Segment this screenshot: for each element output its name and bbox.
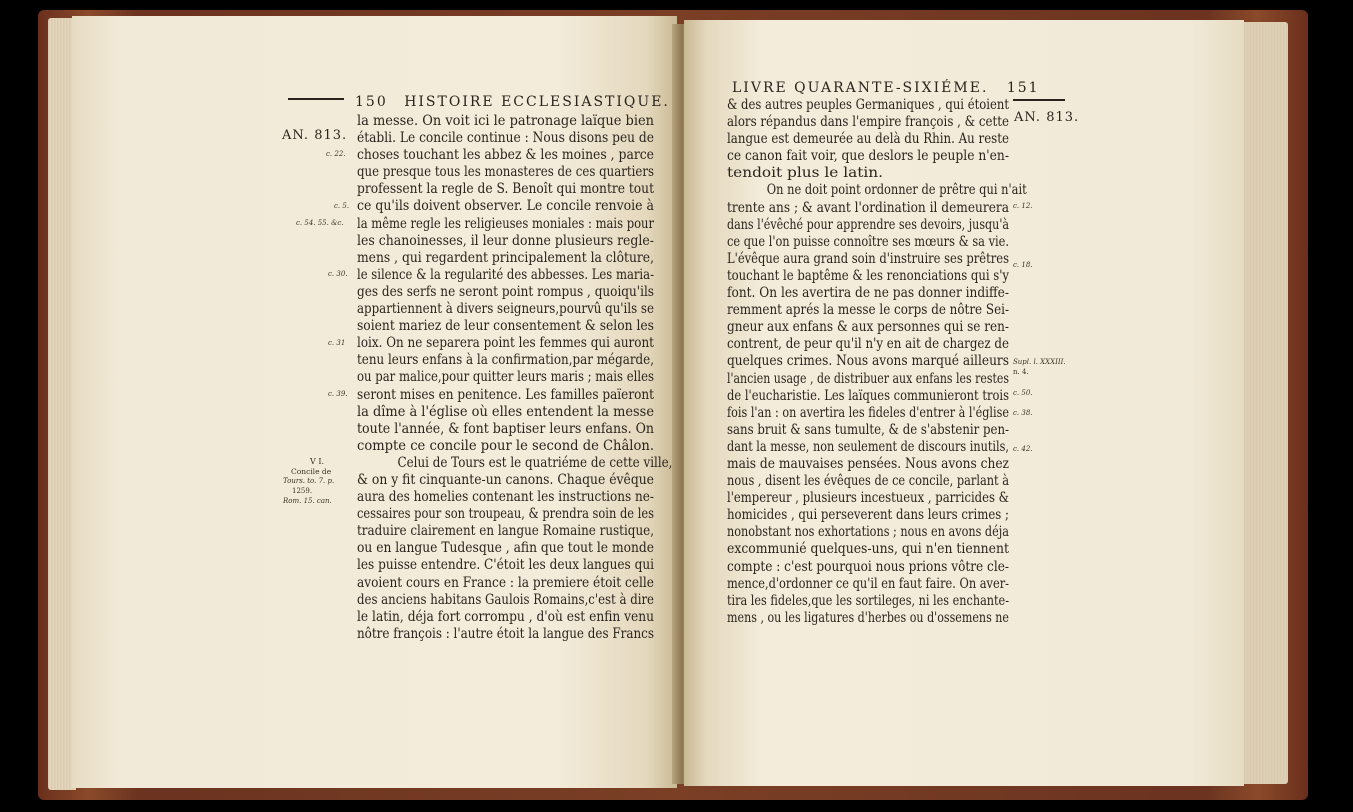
text-line: le latin, déja fort corrompu , d'où est enfin venu (357, 608, 654, 625)
text-line: compte ce concile pour le second de Châlon. (357, 437, 654, 454)
margin-note: Supl. l. XXXIII. (1013, 358, 1066, 366)
text-line: remment aprés la messe le corps de nôtre Sei- (727, 302, 1009, 319)
text-line: gneur aux enfans & aux personnes qui se ren- (727, 319, 1009, 336)
text-line: seront mises en penitence. Les familles païeront (357, 386, 654, 403)
margin-note: c. 50. (1013, 389, 1033, 397)
text-line: la messe. On voit ici le patronage laïque bien (357, 113, 654, 129)
text-line: Celui de Tours est le quatriéme de cette ville, (397, 454, 673, 471)
text-line: excommunié quelques-uns, qui n'en tiennent (727, 541, 1009, 558)
section-note-line: Concile de (291, 467, 332, 476)
right-head-title: LIVRE QUARANTE-SIXIÉME. (732, 80, 989, 96)
text-line: l'ancien usage , de distribuer aux enfans les restes (727, 370, 1009, 387)
text-line: dant la messe, non seulement de discours inutils, (727, 438, 1009, 455)
text-line: touchant le baptême & les renonciations qui s'y (727, 267, 1009, 284)
text-line: alors répandus dans l'empire françois , & cette (727, 114, 1009, 131)
text-line: contrent, de peur qu'il n'y en ait de chargez de (727, 336, 1009, 353)
text-line: L'évêque aura grand soin d'instruire ses prêtres (727, 250, 1009, 267)
text-line: la dîme à l'église où elles entendent la messe (357, 403, 654, 420)
text-line: font. On les avertira de ne pas donner indiffe- (727, 285, 1009, 302)
text-line: nous , disent les évêques de ce concile, parlant à (727, 473, 1009, 490)
text-line: traduire clairement en langue Romaine rustique, (357, 523, 654, 540)
left-running-head (355, 94, 670, 110)
margin-note: c. 5. (334, 202, 350, 210)
text-line: cessaires pour son troupeau, & prendra soin de les (357, 506, 654, 523)
left-body-text (357, 113, 729, 643)
text-line: le silence & la regularité des abbesses. Les maria- (357, 266, 654, 283)
text-line: appartiennent à divers seigneurs,pourvû qu'ils se (357, 301, 654, 318)
text-line: nonobstant nos exhortations ; nous en avons déja (727, 524, 1009, 541)
text-line: sans bruit & sans tumulte, & de s'abstenir pen- (727, 421, 1009, 438)
margin-note: c. 54. 55. &c. (296, 219, 344, 227)
text-line: professent la regle de S. Benoît qui montre tout (357, 181, 654, 198)
text-line: nôtre françois : l'autre étoit la langue des Francs (357, 625, 654, 642)
margin-note: c. 31 (328, 339, 346, 347)
text-line: ou en langue Tudesque , afin que tout le monde (357, 540, 654, 557)
text-line: fois l'an : on avertira les fideles d'entrer à l'église (727, 404, 1009, 421)
text-line: mence,d'ordonner ce qu'il en faut faire. On aver- (727, 575, 1009, 592)
text-line: loix. On ne separera point les femmes qui auront (357, 335, 654, 352)
section-note-line: Rom. 15. can. (283, 497, 332, 505)
left-year-rule (288, 98, 344, 100)
left-year: AN. 813. (282, 128, 348, 143)
text-line: avoient cours en France : la premiere étoit celle (357, 574, 654, 591)
text-line: ce canon fait voir, que deslors le peuple n'en- (727, 148, 1009, 165)
text-line: ges des serfs ne seront point rompus , quoiqu'ils (357, 283, 654, 300)
text-line: tenu leurs enfans à la confirmation,par mégarde, (357, 352, 654, 369)
margin-note: c. 38. (1013, 409, 1033, 417)
text-line: la même regle les religieuses moniales : mais pour (357, 215, 654, 232)
left-head-title: HISTOIRE ECCLESIASTIQUE. (404, 94, 670, 110)
margin-note: c. 18. (1013, 261, 1033, 269)
text-line: les chanoinesses, il leur donne plusieurs regle- (357, 232, 654, 249)
margin-note: c. 30. (328, 270, 348, 278)
margin-note: c. 22. (326, 150, 346, 158)
text-line: & des autres peuples Germaniques , qui étoient (727, 97, 1009, 113)
text-line: langue est demeurée au delà du Rhin. Au reste (727, 131, 1009, 148)
right-page-number: 151 (1006, 80, 1040, 96)
section-note-line: 1259. (292, 487, 313, 495)
text-line: ce que l'on puisse connoître ses mœurs & sa vie. (727, 233, 1009, 250)
text-line: compte : c'est pourquoi nous prions vôtre cle- (727, 558, 1009, 575)
text-line: des anciens habitans Gaulois Romains,c'est à dire (357, 591, 654, 608)
text-line: On ne doit point ordonner de prêtre qui n'ait (766, 182, 1027, 199)
text-line: mens , qui regardent principalement la clôture, (357, 249, 654, 266)
text-line: que presque tous les monasteres de ces quartiers (357, 164, 654, 181)
margin-note: c. 39. (328, 390, 348, 398)
margin-note: c. 12. (1013, 202, 1033, 210)
text-line: dans l'évêché pour apprendre ses devoirs, jusqu'à (727, 216, 1009, 233)
text-line: les puisse entendre. C'étoit les deux langues qui (357, 557, 654, 574)
text-line: homicides , qui perseverent dans leurs crimes ; (727, 507, 1009, 524)
right-year: AN. 813. (1014, 110, 1080, 125)
section-note-line: Tours. to. 7. p. (283, 477, 335, 485)
text-line: aura des homelies contenant les instructions ne- (357, 489, 654, 506)
text-line: toute l'année, & font baptiser leurs enfans. On (357, 420, 654, 437)
right-running-head (732, 80, 1040, 96)
text-line: établi. Le concile continue : Nous disons peu de (357, 130, 654, 147)
text-line: mens , ou les ligatures d'herbes ou d'ossemens ne (727, 609, 1009, 626)
text-line: mais de mauvaises pensées. Nous avons chez (727, 455, 1009, 472)
margin-note: n. 4. (1013, 368, 1029, 376)
text-line: trente ans ; & avant l'ordination il demeurera (727, 199, 1009, 216)
margin-note: c. 42. (1013, 445, 1033, 453)
text-line: ce qu'ils doivent observer. Le concile renvoie à (357, 198, 654, 215)
text-line: tira les fideles,que les sortileges, ni les enchante- (727, 592, 1009, 609)
text-line: soient mariez de leur consentement & selon les (357, 318, 654, 335)
text-line: quelques crimes. Nous avons marqué ailleurs (727, 353, 1009, 370)
text-line: & on y fit cinquante-un canons. Chaque évêque (357, 471, 654, 488)
text-line: de l'eucharistie. Les laïques communieront trois (727, 387, 1009, 404)
text-line: ou par malice,pour quitter leurs maris ; mais elles (357, 369, 654, 386)
right-page-edges (1240, 22, 1288, 784)
text-line: choses touchant les abbez & les moines , parce (357, 147, 654, 164)
text-line: l'empereur , plusieurs incestueux , parricides & (727, 490, 1009, 507)
text-line: tendoit plus le latin. (727, 165, 884, 182)
section-note-number: V I. (310, 457, 325, 466)
left-page-number: 150 (355, 94, 388, 110)
